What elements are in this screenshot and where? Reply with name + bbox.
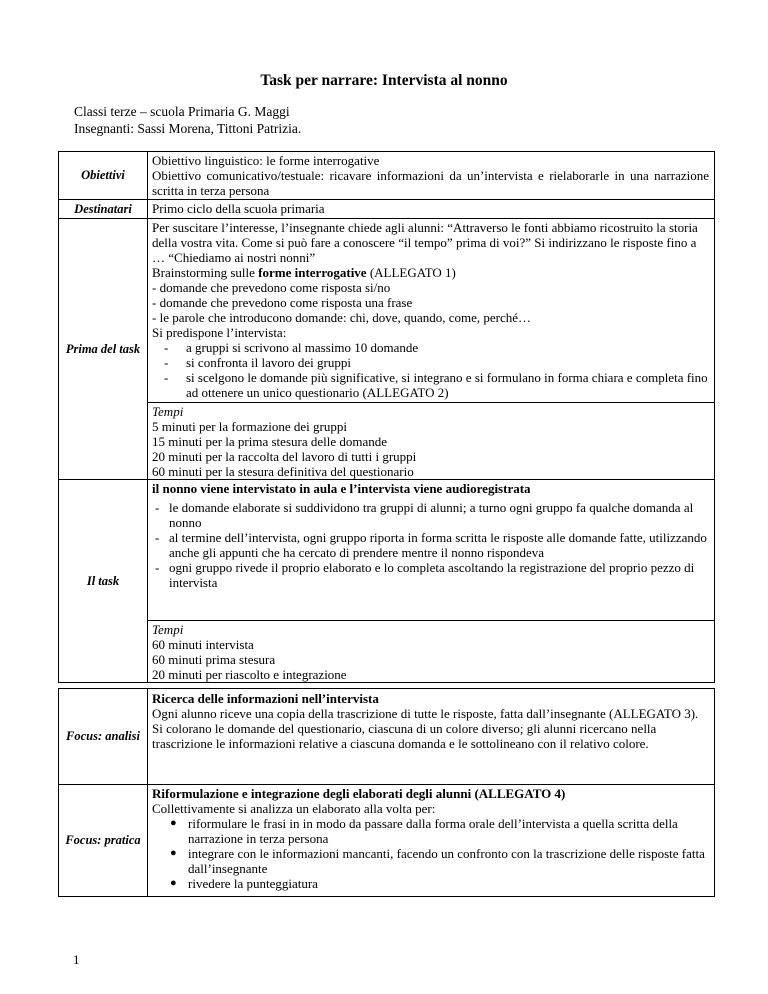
- content-focus-analisi: [148, 689, 715, 785]
- content-prima-del-task: [148, 219, 715, 480]
- tempi-label: Tempi: [152, 622, 184, 637]
- task-list-item: - ogni gruppo rivede il proprio elaborato e lo completa ascoltando la registrazione del proprio pezzo di intervista: [152, 560, 709, 590]
- document-title: Task per narrare: Intervista al nonno: [260, 72, 508, 89]
- prima-intro: Per suscitare l’interesse, l’insegnante chiede agli alunni: “Attraverso le fonti abbiamo ricostruito la storia della vostra vita. Come si può fare a conoscere “il tempo” prima di voi?” Si indirizzano le risposte fino a … “Chiediamo ai nostri nonni”: [152, 220, 698, 265]
- analisi-paragraph: Ogni alunno riceve una copia della trascrizione di tutte le risposte, fatta dall’insegnante (ALLEGATO 3).: [152, 706, 699, 721]
- row-destinatari: [59, 200, 715, 219]
- pratica-heading: Riformulazione e integrazione degli elaborati degli alunni (ALLEGATO 4): [152, 786, 566, 801]
- sub-list-item: - si confronta il lavoro dei gruppi: [164, 355, 351, 370]
- task-plan-table: [58, 151, 715, 683]
- bullet-text: integrare con le informazioni mancanti, facendo un confronto con la trascrizione delle risposte fatta dall’insegnante: [188, 846, 705, 876]
- pratica-bullet: [152, 816, 709, 846]
- brainstorming-text: Brainstorming sulle: [152, 265, 259, 280]
- tempi-label: Tempi: [152, 404, 184, 419]
- tempi-block-prima: [148, 402, 714, 479]
- task-item-text: le domande elaborate si suddividono tra gruppi di alunni; a turno ogni gruppo fa qualche domanda al nonno: [169, 500, 694, 530]
- pratica-paragraph: Collettivamente si analizza un elaborato alla volta per:: [152, 801, 436, 816]
- label-focus-pratica: Focus: pratica: [59, 785, 148, 897]
- task-heading: il nonno viene intervistato in aula e l’intervista viene audioregistrata: [152, 481, 531, 496]
- label-il-task: Il task: [59, 480, 148, 683]
- row-focus-pratica: [59, 785, 715, 897]
- dash-item: - domande che prevedono come risposta una frase: [152, 295, 413, 310]
- brainstorming-line: [152, 265, 709, 280]
- tempo-item: 20 minuti per la raccolta del lavoro di tutti i gruppi: [152, 449, 417, 464]
- tempo-item: 20 minuti per riascolto e integrazione: [152, 667, 347, 682]
- task-item-text: al termine dell’intervista, ogni gruppo riporta in forma scritta le risposte alle domande fatte, utilizzando anche gli appunti che ha cercato di prendere mentre il nonno rispondeva: [169, 530, 707, 560]
- row-prima-del-task: [59, 219, 715, 480]
- label-destinatari: Destinatari: [59, 200, 148, 219]
- content-destinatari: Primo ciclo della scuola primaria: [148, 200, 715, 219]
- task-list-item: - le domande elaborate si suddividono tra gruppi di alunni; a turno ogni gruppo fa qualche domanda al nonno: [152, 500, 709, 530]
- label-obiettivi: Obiettivi: [59, 152, 148, 200]
- dash-item: - le parole che introducono domande: chi, dove, quando, come, perché…: [152, 310, 532, 325]
- bullet-icon: ●: [170, 877, 177, 889]
- label-focus-analisi: Focus: analisi: [59, 689, 148, 785]
- analisi-heading: Ricerca delle informazioni nell’intervista: [152, 691, 379, 706]
- row-obiettivi: [59, 152, 715, 200]
- page-number: 1: [73, 952, 80, 967]
- task-item-text: ogni gruppo rivede il proprio elaborato e lo completa ascoltando la registrazione del proprio pezzo di intervista: [169, 560, 695, 590]
- sub-item-text: si confronta il lavoro dei gruppi: [186, 355, 351, 370]
- tempo-item: 15 minuti per la prima stesura delle domande: [152, 434, 388, 449]
- row-il-task: [59, 480, 715, 683]
- sub-item-text: a gruppi si scrivono al massimo 10 domande: [186, 340, 419, 355]
- bullet-text: rivedere la punteggiatura: [188, 876, 318, 891]
- focus-table: [58, 688, 715, 897]
- content-focus-pratica: [148, 785, 715, 897]
- bullet-text: riformulare le frasi in in modo da passare dalla forma orale dell’intervista a quella scritta della narrazione in terza persona: [188, 816, 678, 846]
- brainstorming-bold: forme interrogative: [258, 265, 367, 280]
- bullet-icon: ●: [170, 847, 177, 859]
- content-obiettivi: [148, 152, 715, 200]
- task-list-item: - al termine dell’intervista, ogni gruppo riporta in forma scritta le risposte alle domande fatte, utilizzando anche gli appunti che ha cercato di prendere mentre il nonno rispondeva: [152, 530, 709, 560]
- classes-line: Classi terze – scuola Primaria G. Maggi: [74, 104, 290, 119]
- pratica-bullet: [152, 846, 709, 876]
- row-focus-analisi: [59, 689, 715, 785]
- sub-item-text: si scelgono le domande più significative, si integrano e si formulano in forma chiara e completa fino ad ottenere un unico questionario (ALLEGATO 2): [186, 370, 708, 400]
- pratica-bullet: [152, 876, 709, 891]
- sub-list-item: - si scelgono le domande più significative, si integrano e si formulano in forma chiara e completa fino ad ottenere un unico questionario (ALLEGATO 2): [164, 370, 708, 400]
- sub-list-item: - a gruppi si scrivono al massimo 10 domande: [164, 340, 419, 355]
- predispone-line: Si predispone l’intervista:: [152, 325, 287, 340]
- tempo-item: 5 minuti per la formazione dei gruppi: [152, 419, 347, 434]
- content-il-task: [148, 480, 715, 683]
- tempo-item: 60 minuti intervista: [152, 637, 254, 652]
- tempo-item: 60 minuti prima stesura: [152, 652, 276, 667]
- tempo-item: 60 minuti per la stesura definitiva del questionario: [152, 464, 414, 479]
- obiettivo-linguistico: Obiettivo linguistico: le forme interrogative: [152, 153, 380, 168]
- obiettivo-comunicativo: Obiettivo comunicativo/testuale: ricavare informazioni da un’intervista e rielaborarle in una narrazione scritta in terza persona: [152, 168, 709, 198]
- dash-item: - domande che prevedono come risposta si/no: [152, 280, 391, 295]
- label-prima-del-task: Prima del task: [59, 219, 148, 480]
- analisi-paragraph: Si colorano le domande del questionario, ciascuna di un colore diverso; gli alunni ricercano nella trascrizione le informazioni relative a ciascuna domanda e le sottolineano con il relativo colore.: [152, 721, 657, 751]
- bullet-icon: ●: [170, 817, 177, 829]
- tempi-block-task: [148, 620, 714, 682]
- brainstorming-ref: (ALLEGATO 1): [366, 265, 456, 280]
- teachers-line: Insegnanti: Sassi Morena, Tittoni Patrizia.: [74, 121, 302, 136]
